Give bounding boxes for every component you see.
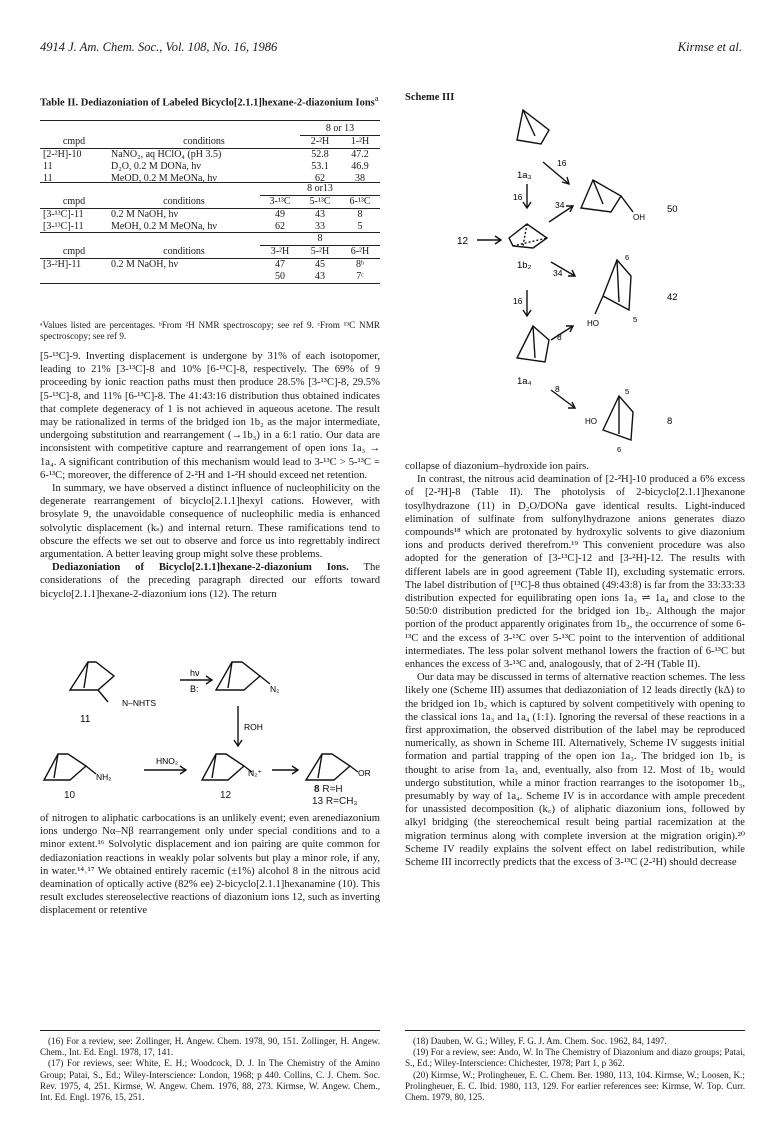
- sec3-h-cond: conditions: [163, 245, 205, 257]
- bicyclo-ring-diazo: [216, 662, 260, 690]
- cell: 11: [43, 161, 53, 172]
- left-paragraph-3: [40, 561, 380, 601]
- hydrazone-bond: [98, 690, 108, 702]
- table-section-2: [40, 182, 380, 233]
- left-paragraph-4: of nitrogen to aliphatic carbocations is an unlikely event; even arenediazonium ions undergo Nα–Nβ rearrangement only under special conditions and to a minor extent.¹⁶ Solvolytic displacement and ion pairing are quite common for dediazoniation reactions in weakly polar solvents but play a minor role, if any, in water.¹⁴˒¹⁷ We obtained entirely racemic (±1%) alcohol 8 in the nitrous acid deamination of optically active (82% ee) 2-bicyclo[2.1.1]hexanamine (10). This result excludes stereoselective reactions of diazonium ions 12, such as inverting displacement or retentive: [40, 813, 380, 917]
- cell: [3-¹³C]-11: [43, 209, 84, 220]
- position-6-b: 6: [617, 445, 622, 454]
- left-paragraph-1: [5-¹³C]-9. Inverting displacement is undergone by 31% of each isotopomer, leading to 21% [3-¹³C]-8 and 10% [6-¹³C]-8, respectively. The 69% of 9 proceeding by ionic reaction paths must then produce 28.5% [3-¹³C]-8, 29.5% [5-¹³C]-8, and 11% [6-¹³C]-8. The 41:43:16 distribution thus obtained indicates that complete degeneracy of 1 is not achieved in aqueous acetone. The result may be rationalized in terms of the bridged ion 1b₂ as the major intermediate, undergoing substitution and rearrangement (→1b₃) in a 6:1 ratio. Our data are inconsistent with competitive capture and rearrangement of open ions 1a₃ → 1a₄. A significant contribution of this mechanism would lead to 3-¹³C > 5-¹³C = 6-¹³C; moreover, the difference of 2-²H and 1-²H should exceed net retention.: [40, 351, 380, 481]
- cell: 43: [315, 271, 325, 282]
- cell: 45: [315, 259, 325, 270]
- bicyclo-ring-12: [202, 754, 244, 780]
- table-row: [40, 259, 380, 272]
- sec2-h-6c: 6-¹³C: [349, 196, 371, 207]
- table-row: [40, 149, 380, 162]
- cell: MeOD, 0.2 M MeONa, hν: [111, 173, 217, 184]
- label-hv: hν: [190, 668, 200, 678]
- table-title-text: Table II. Dediazoniation of Labeled Bicyclo[2.1.1]hexane-2-diazonium Ions: [40, 97, 375, 109]
- reaction-scheme-figure: [40, 650, 380, 795]
- cell: 49: [275, 209, 285, 220]
- cell: 47: [275, 259, 285, 270]
- label-reactant-12: 12: [457, 236, 469, 247]
- label-hno2: HNO₂: [156, 756, 179, 766]
- rate-16-c: 16: [513, 296, 523, 306]
- cell: NaNO₂, aq HClO₄ (pH 3.5): [111, 149, 222, 160]
- running-header-journal: 4914 J. Am. Chem. Soc., Vol. 108, No. 16, 1986: [40, 40, 278, 54]
- cell: 50: [275, 271, 285, 282]
- product-8-skeleton: [603, 396, 633, 440]
- footnote-18: (18) Dauben, W. G.; Willey, F. G. J. Am. Chem. Soc. 1962, 84, 1497.: [413, 1036, 667, 1046]
- footnote-19: (19) For a review, see: Ando, W. In The Chemistry of Diazonium and diazo groups; Patai, S., Ed.; Wiley-Interscience: Chichester, 1978; Part 1, p 362.: [405, 1047, 745, 1069]
- position-5-a: 5: [633, 315, 638, 324]
- label-or: OR: [358, 768, 371, 778]
- label-ho-1: HO: [587, 319, 599, 328]
- label-1b2: 1b₂: [517, 260, 532, 271]
- cell: 52.8: [311, 149, 329, 160]
- rate-16-b: 16: [513, 192, 523, 202]
- cell: [3-¹³C]-11: [43, 221, 84, 232]
- arrow-1a4-to-42: [551, 326, 573, 340]
- footnote-rule-left: [40, 1030, 380, 1031]
- cell: 8: [357, 209, 363, 220]
- label-n2: N₂: [270, 684, 280, 694]
- sec1-h-2h: 2-²H: [310, 136, 330, 147]
- label-n2plus: N₂⁺: [248, 768, 262, 778]
- cell: 46.9: [351, 161, 369, 172]
- rate-34-a: 34: [555, 200, 565, 210]
- table-row: [40, 271, 380, 284]
- percent-50: 50: [667, 204, 678, 215]
- cell: MeOH, 0.2 M MeONa, hν: [111, 221, 217, 232]
- label-13: 13: [312, 796, 324, 807]
- sec1-h-cmpd: cmpd: [62, 135, 86, 147]
- cell: [3-²H]-11: [43, 259, 82, 270]
- ion-1a3-skeleton: [517, 110, 549, 144]
- sec3-h-cmpd: cmpd: [62, 245, 86, 257]
- sec1-h-cond: conditions: [183, 135, 225, 147]
- label-compound-12: 12: [220, 790, 232, 801]
- rate-8-a: 8: [557, 332, 562, 342]
- cell: [108, 271, 260, 284]
- percent-42: 42: [667, 292, 678, 303]
- table-row: [40, 209, 380, 222]
- table-row: [40, 161, 380, 173]
- footnote-20: (20) Kirmse, W.; Prolingheuer, E. C. Chem. Ber. 1980, 113, 104. Kirmse, W.; Loosen, K.; Prolingheuer, E. C. Ibid. 1980, 113, 129. For earlier references see: Kirmse, W. Top. Curr. Chem. 1979, 80, 125.: [405, 1069, 745, 1103]
- bicyclo-ring-11: [70, 662, 114, 690]
- sec1-group-head: 8 or 13: [300, 123, 380, 136]
- cell: 33: [315, 221, 325, 232]
- left-paragraph-2: In summary, we have observed a distinct influence of nucleophilicity on the degenerate rearrangement of bicyclo[2.1.1]hexyl cations. However, with brosylate 9, the unavoidable consequence of nucleophilic media is enhanced solvolytic displacement (kₛ) and internal return. These ramifications tend to obscure the effects we set out to observe and force us into regrettably indirect argumentation. A better leaving group might solve these problems.: [40, 483, 380, 561]
- cell: D₂O, 0.2 M DONa, hν: [111, 161, 201, 172]
- table-top-rule: [40, 120, 380, 121]
- right-paragraph-2: Our data may be discussed in terms of alternative reaction schemes. The less likely one (Scheme III) assumes that dediazoniation of 12 leads directly (kΔ) to the bridged ion 1b₂ which is captured by solvent competitively with opening to the classical ions 1a₃ and 1a₄ (1:1). Ignoring the reversal of these reactions in a first approximation, the observed distribution of the label may be reproduced numerically, as shown in Scheme III. Alternatively, Scheme IV suggests initial formation and partial trapping of the open ion 1a₃. The bridged ion 1b₂ is thought to arise from 1a₃ and, eventually, also from 12. Most of 1b₂ would undergo substitution, while a minor fraction rearranges to the isotopomer 1b₃, presumably by way of 1a₄. Scheme IV is in accordance with ample precedent for unassisted decomposition (k꜀) of aliphatic diazonium ions, followed by alkyl bridging (the stereochemical result being partial racemization at the migration terminus along with complete inversion at the migration origin).²⁰ Scheme IV readily explains the solvent effect on label redistribution, while Scheme III incorrectly predicts that the excess of 3-¹³C (2-²H) should decrease: [405, 672, 745, 869]
- position-5-b: 5: [625, 387, 630, 396]
- percent-8: 8: [667, 416, 673, 427]
- label-base: B:: [190, 684, 199, 694]
- scheme3-figure: [405, 100, 745, 460]
- sec3-group-head: 8: [260, 233, 380, 246]
- cell: [2-²H]-10: [43, 149, 82, 160]
- label-1a3: 1a₃: [517, 170, 532, 181]
- label-ho-2: HO: [585, 417, 597, 426]
- footnotes-left: [40, 1036, 380, 1103]
- label-compound-13: [312, 796, 357, 807]
- sec2-h-cond: conditions: [163, 195, 205, 207]
- right-column-text: [405, 460, 745, 869]
- label-8: 8: [314, 784, 320, 795]
- sec3-h-3h: 3-²H: [270, 246, 290, 257]
- sec2-h-cmpd: cmpd: [62, 195, 86, 207]
- label-compound-10: 10: [64, 790, 76, 801]
- label-nnhts: N–NHTS: [122, 698, 157, 708]
- sec3-h-6h: 6-²H: [350, 246, 370, 257]
- table-section-1: [40, 123, 380, 185]
- position-6-a: 6: [625, 253, 630, 262]
- cell: [40, 271, 108, 284]
- scheme3-title: Scheme III: [405, 92, 455, 103]
- footnote-rule-right: [405, 1030, 745, 1031]
- cell: 0.2 M NaOH, hν: [111, 209, 179, 220]
- footnote-17: (17) For reviews, see: White, E. H.; Woodcock, D. J. In The Chemistry of the Amino Group; Patai, S., Ed.; Wiley-Interscience: London, 1968; p 440. Collins, C. J. Chem. Soc. Rev. 1975, 4, 251. Kirmse, W. Angew. Chem. 1976, 88, 273. Kirmse, W. Angew. Chem., Int. Ed. Engl. 1976, 15, 251.: [40, 1058, 380, 1103]
- right-paragraph-0: collapse of diazonium–hydroxide ion pairs.: [405, 461, 589, 472]
- cell: 8ᵇ: [355, 259, 365, 270]
- left-column-text-bottom: [40, 812, 380, 918]
- label-rh: R=H: [322, 784, 343, 795]
- sec2-h-5c: 5-¹³C: [309, 196, 331, 207]
- footnote-16: (16) For a review, see: Zollinger, H. Angew. Chem. 1978, 90, 151. Zollinger, H. Angew. Chem., Int. Ed. Engl. 1978, 17, 141.: [40, 1036, 380, 1058]
- bicyclo-ring-10: [44, 754, 86, 780]
- section-heading: Dediazoniation of Bicyclo[2.1.1]hexane-2-diazonium Ions.: [52, 562, 349, 574]
- cell: 38: [355, 173, 365, 184]
- label-nh2: NH₂: [96, 772, 112, 782]
- cell: 5: [357, 221, 363, 232]
- right-paragraph-1: In contrast, the nitrous acid deamination of [2-²H]-10 produced a 6% excess of [2-²H]-8 (Table II). The photolysis of 2-bicyclo[2.1.1]hexanone tosylhydrazone (11) in D₂O/DONa gave identical results. Light-induced elimination of sulfinate from sulfonylhydrazone anions generates diazo compounds¹⁸ which are protonated by hydroxylic solvents to give diazonium ions and products derived therefrom.¹⁹ This convenient procedure was also adopted for the generation of [3-¹³C]-12 and [3-²H]-12. The results with different labels are in good agreement (Table II), excluding systematic errors. The label distribution of [¹³C]-8 thus obtained (49:43:8) is far from the 33:33:33 distribution expected for equilibrating open ions 1a₃ ⇌ 1a₄ and close to the 50:50:0 distribution predicted for the bridged ion 1b₂. Although the major portion of the product apparently originates from 1b₂, the occurrence of some 6-¹³C and the excess of 3-¹³C over 5-¹³C point to the intervention of additional intermediates. The less polar solvent methanol lowers the fraction of 6-¹³C but enhances the excess of 3-¹³C and, analogously, that of 2-²H (Table II).: [405, 474, 745, 671]
- cell: 11: [43, 173, 53, 184]
- cell: 53.1: [311, 161, 329, 172]
- rate-16-a: 16: [557, 158, 567, 168]
- label-roh: ROH: [244, 722, 263, 732]
- cell: 0.2 M NaOH, hν: [111, 259, 179, 270]
- rate-34-b: 34: [553, 268, 563, 278]
- label-compound-8: [314, 784, 343, 795]
- label-1a4: 1a₄: [517, 376, 532, 387]
- bicyclo-ring-8: [306, 754, 350, 780]
- rate-8-b: 8: [555, 384, 560, 394]
- table-title: [40, 92, 380, 110]
- cell: 47.2: [351, 149, 369, 160]
- sec2-group-head: 8 or13: [260, 183, 380, 196]
- table-section-3: [40, 232, 380, 284]
- table-footnote: ᵃValues listed are percentages. ᵇFrom ²H NMR spectroscopy; see ref 9. ᶜFrom ¹³C NMR spectroscopy; see ref 9.: [40, 320, 380, 341]
- label-oh: OH: [633, 213, 645, 222]
- sec3-h-5h: 5-²H: [310, 246, 330, 257]
- left-paragraph-3-body: The considerations of the preceding paragraph directed our efforts toward bicyclo[2.1.1]hexane-2-diazonium ions (12). The return: [40, 562, 380, 600]
- cell: 43: [315, 209, 325, 220]
- cell: 7ᶜ: [356, 271, 364, 282]
- product-50-skeleton: [581, 180, 621, 212]
- running-header-authors: Kirmse et al.: [677, 40, 742, 54]
- label-compound-11: 11: [80, 714, 91, 725]
- label-rch3: R=CH₃: [325, 796, 358, 807]
- ion-1b2-skeleton: [509, 224, 547, 248]
- left-column-text-top: [40, 350, 380, 601]
- sec2-h-3c: 3-¹³C: [269, 196, 291, 207]
- footnotes-right: [405, 1036, 745, 1103]
- cell: 62: [315, 173, 325, 184]
- cell: 62: [275, 221, 285, 232]
- sec1-h-1h: 1-²H: [350, 136, 370, 147]
- table-title-sup: a: [374, 93, 379, 103]
